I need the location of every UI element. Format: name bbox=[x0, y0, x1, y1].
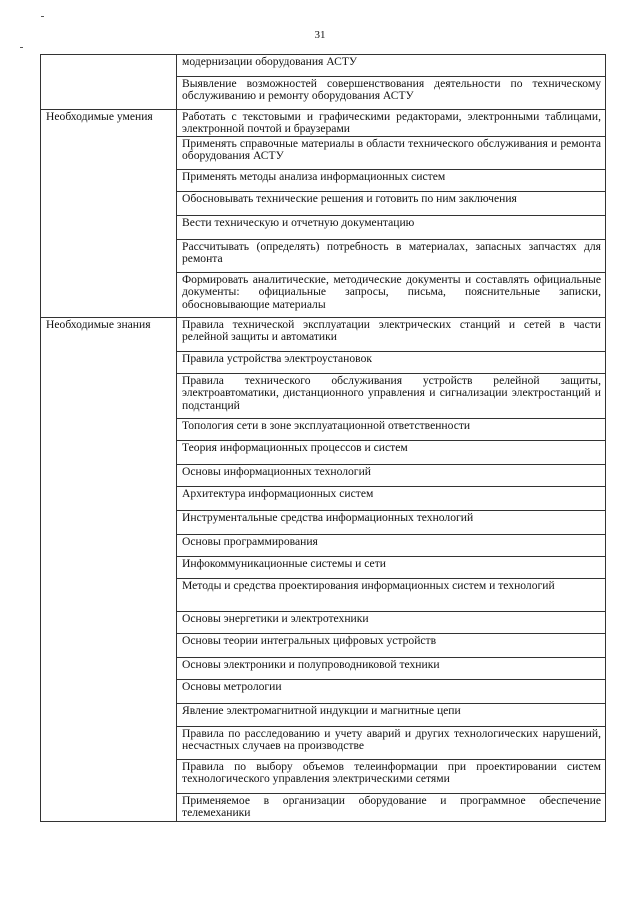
table-row bbox=[41, 55, 606, 77]
requirement-item: Основы метрологии bbox=[177, 679, 606, 703]
section-label: Необходимые умения bbox=[41, 110, 177, 318]
requirement-item: Применяемое в организации оборудование и программное обеспечение телемеханики bbox=[177, 793, 606, 821]
table-row bbox=[41, 317, 606, 351]
requirement-item: Правила по расследованию и учету аварий и других технологических нарушений, несчастных случаев на производстве bbox=[177, 726, 606, 759]
section-label bbox=[41, 55, 177, 110]
requirement-item: Правила технического обслуживания устройств релейной защиты, электроавтоматики, дистанционного управления и сигнализации электростанций и подстанций bbox=[177, 373, 606, 418]
requirement-item: Архитектура информационных систем bbox=[177, 486, 606, 510]
section-label: Необходимые знания bbox=[41, 317, 177, 821]
requirement-item: Инструментальные средства информационных технологий bbox=[177, 510, 606, 534]
table-row bbox=[41, 110, 606, 137]
requirement-item: Основы информационных технологий bbox=[177, 464, 606, 486]
requirement-item: Работать с текстовыми и графическими редакторами, электронными таблицами, электронной почтой и браузерами bbox=[177, 110, 606, 137]
requirement-item: Правила технической эксплуатации электрических станций и сетей в части релейной защиты и автоматики bbox=[177, 317, 606, 351]
requirement-item: Основы электроники и полупроводниковой техники bbox=[177, 657, 606, 679]
requirements-table bbox=[40, 54, 606, 822]
requirement-item: Инфокоммуникационные системы и сети bbox=[177, 556, 606, 578]
requirement-item: Теория информационных процессов и систем bbox=[177, 440, 606, 464]
scan-mark bbox=[41, 16, 44, 17]
scan-mark bbox=[20, 47, 23, 48]
requirement-item: Явление электромагнитной индукции и магнитные цепи bbox=[177, 703, 606, 726]
requirement-item: Основы теории интегральных цифровых устройств bbox=[177, 633, 606, 657]
requirement-item: Применять справочные материалы в области технического обслуживания и ремонта оборудования АСТУ bbox=[177, 136, 606, 169]
requirement-item: Методы и средства проектирования информационных систем и технологий bbox=[177, 578, 606, 611]
page-number: 31 bbox=[314, 29, 326, 41]
requirement-item: Основы программирования bbox=[177, 534, 606, 556]
requirement-item: Основы энергетики и электротехники bbox=[177, 611, 606, 633]
requirement-item: Правила по выбору объемов телеинформации при проектировании систем технологического управления электрическими сетями bbox=[177, 759, 606, 793]
requirement-item: Топология сети в зоне эксплуатационной ответственности bbox=[177, 418, 606, 440]
requirement-item: модернизации оборудования АСТУ bbox=[177, 55, 606, 77]
requirement-item: Применять методы анализа информационных систем bbox=[177, 169, 606, 191]
requirement-item: Выявление возможностей совершенствования деятельности по техническому обслуживанию и ремонту оборудования АСТУ bbox=[177, 77, 606, 110]
requirement-item: Обосновывать технические решения и готовить по ним заключения bbox=[177, 191, 606, 215]
requirement-item: Формировать аналитические, методические документы и составлять официальные документы: официальные запросы, письма, пояснительные записки, обосновывающие материалы bbox=[177, 272, 606, 317]
requirement-item: Рассчитывать (определять) потребность в материалах, запасных запчастях для ремонта bbox=[177, 239, 606, 272]
requirement-item: Вести техническую и отчетную документацию bbox=[177, 215, 606, 239]
requirement-item: Правила устройства электроустановок bbox=[177, 351, 606, 373]
